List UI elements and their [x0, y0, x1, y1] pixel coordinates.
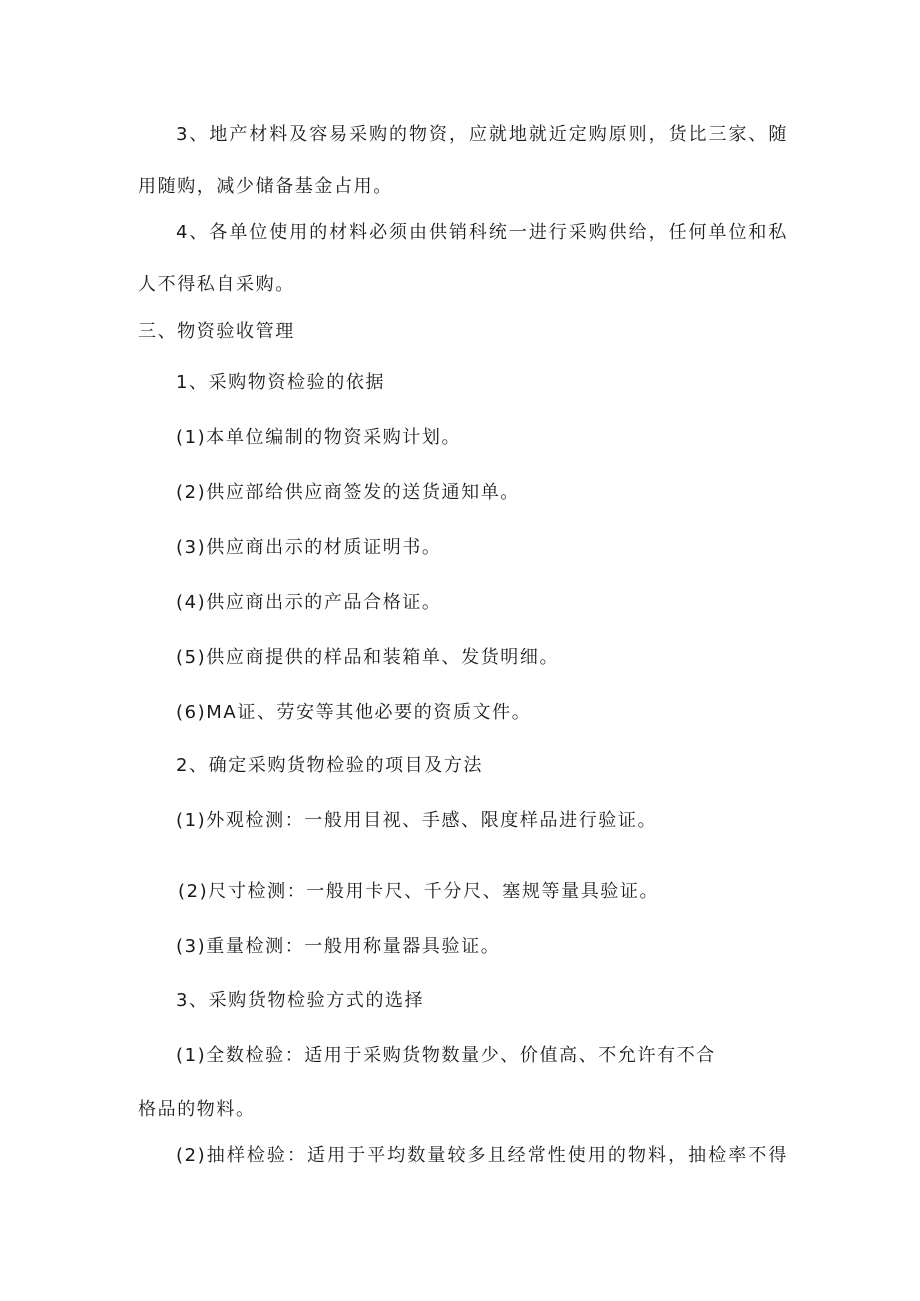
subsection-3-title: 3、采购货物检验方式的选择 — [176, 990, 425, 1011]
paragraph-4-line-1: 4、各单位使用的材料必须由供销科统一进行采购供给，任何单位和私 — [176, 222, 788, 243]
paragraph-3-line-1: 3、地产材料及容易采购的物资，应就地就近定购原则，货比三家、随 — [176, 124, 788, 145]
subsection-2-title: 2、确定采购货物检验的项目及方法 — [176, 755, 484, 776]
list-item: (1)外观检测：一般用目视、手感、限度样品进行验证。 — [176, 810, 658, 831]
list-item: (5)供应商提供的样品和装箱单、发货明细。 — [176, 647, 560, 668]
list-item: (3)供应商出示的材质证明书。 — [176, 537, 442, 558]
list-item: (4)供应商出示的产品合格证。 — [176, 592, 442, 613]
list-item: (2)抽样检验：适用于平均数量较多且经常性使用的物料，抽检率不得 — [176, 1145, 788, 1166]
paragraph-4-line-2: 人不得私自采购。 — [138, 274, 295, 295]
section-heading: 三、物资验收管理 — [138, 321, 295, 342]
list-item: (2)供应部给供应商签发的送货通知单。 — [176, 482, 520, 503]
subsection-1-title: 1、采购物资检验的依据 — [176, 372, 386, 393]
list-item: (6)MA证、劳安等其他必要的资质文件。 — [176, 702, 532, 723]
list-item: (1)本单位编制的物资采购计划。 — [176, 427, 462, 448]
paragraph-3-line-2: 用随购，减少储备基金占用。 — [138, 176, 393, 197]
list-item: (1)全数检验：适用于采购货物数量少、价值高、不允许有不合 — [176, 1045, 716, 1066]
list-item: (2)尺寸检测：一般用卡尺、千分尺、塞规等量具验证。 — [178, 881, 660, 902]
list-item: (3)重量检测：一般用称量器具验证。 — [176, 936, 501, 957]
list-item-continuation: 格品的物料。 — [138, 1099, 256, 1120]
